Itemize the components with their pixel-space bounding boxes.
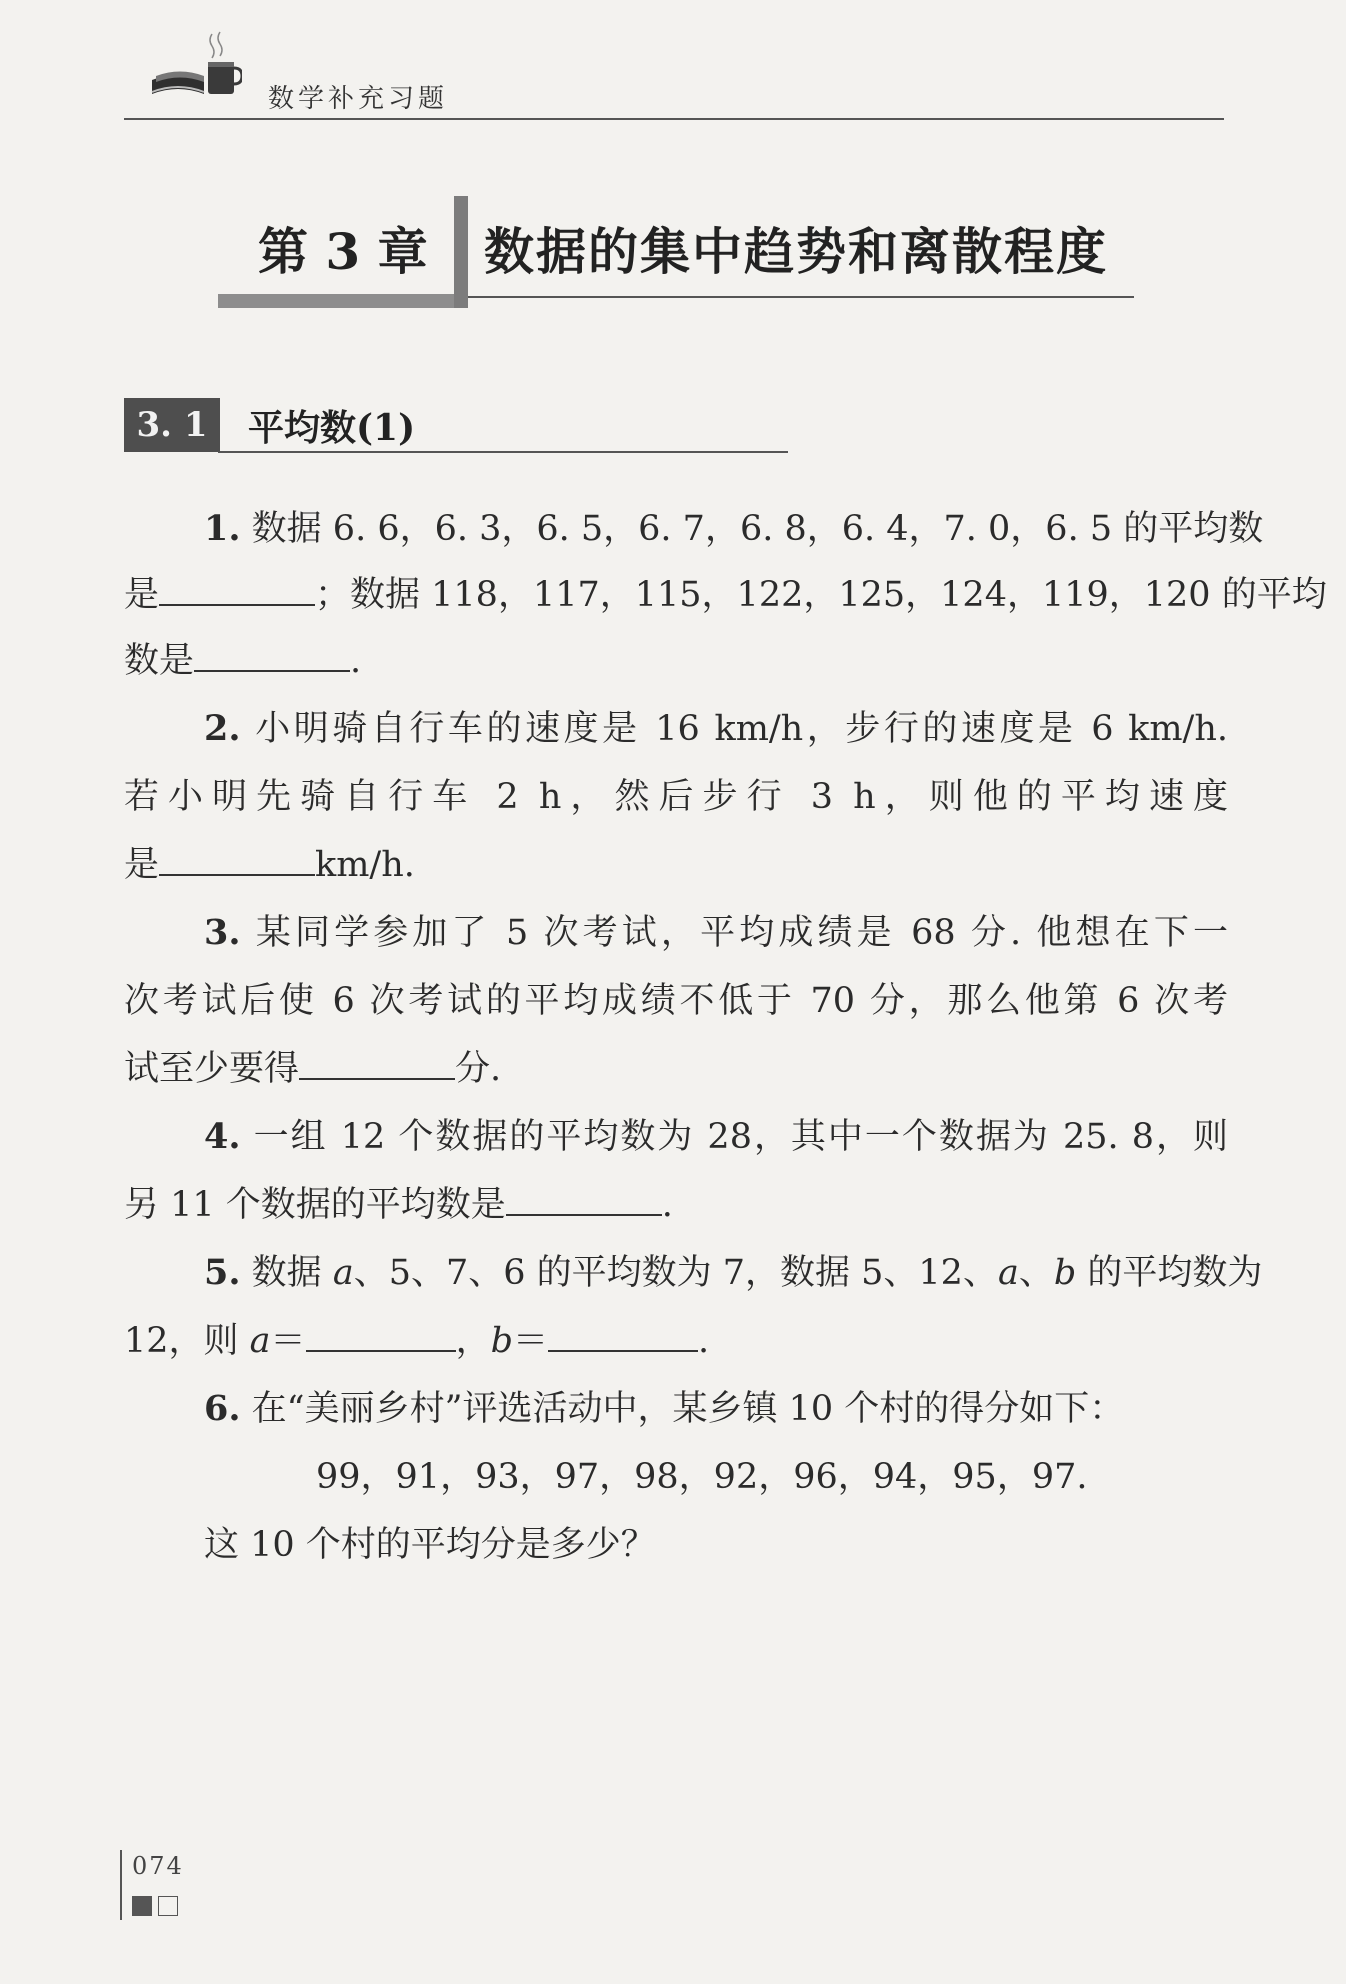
problem-1-line-3: 数是 . xyxy=(124,636,1228,686)
problem-number: 3. xyxy=(204,912,241,953)
folio-empty-square xyxy=(158,1896,178,1916)
problem-5-line-2: 12，则 a＝ ，b＝ . xyxy=(124,1316,1228,1366)
variable-b: b xyxy=(1053,1253,1077,1293)
problem-3-line-2: 次考试后使 6 次考试的平均成绩不低于 70 分，那么他第 6 次考 xyxy=(124,981,1228,1021)
folio-filled-square xyxy=(132,1896,152,1916)
variable-a: a xyxy=(997,1253,1019,1293)
chapter-title-rule xyxy=(468,296,1134,298)
page-number: 074 xyxy=(132,1852,184,1880)
chapter-label-underbar xyxy=(218,294,468,308)
problem-number: 2. xyxy=(204,708,241,749)
variable-a: a xyxy=(249,1321,271,1361)
book-and-cup-icon xyxy=(150,28,242,108)
problem-1-line-2: 是 ；数据 118，117，115，122，125，124，119，120 的平均 xyxy=(124,570,1228,620)
folio-bar xyxy=(120,1850,122,1920)
problem-2-line-2: 若小明先骑自行车 2 h，然后步行 3 h，则他的平均速度 xyxy=(124,777,1228,817)
problem-1-line-1: 1. 数据 6. 6，6. 3，6. 5，6. 7，6. 8，6. 4，7. 0，6. 5 的平均数 xyxy=(204,508,1264,549)
problem-4-line-1: 4. 一组 12 个数据的平均数为 28，其中一个数据为 25. 8，则 xyxy=(204,1116,1228,1157)
problem-number: 4. xyxy=(204,1116,241,1157)
answer-blank-b[interactable] xyxy=(548,1316,698,1352)
variable-a: a xyxy=(332,1253,354,1293)
answer-blank[interactable] xyxy=(159,840,315,876)
answer-blank[interactable] xyxy=(159,570,315,606)
problem-6-line-1: 6. 在“美丽乡村”评选活动中，某乡镇 10 个村的得分如下： xyxy=(204,1388,1125,1429)
section-number-badge: 3. 1 xyxy=(124,398,220,452)
problem-2-line-3: 是 km/h. xyxy=(124,840,1228,890)
variable-b: b xyxy=(490,1321,513,1361)
answer-blank[interactable] xyxy=(506,1180,662,1216)
section-title: 平均数(1) xyxy=(248,407,416,449)
problem-6-question: 这 10 个村的平均分是多少？ xyxy=(204,1525,656,1565)
problem-3-line-3: 试至少要得 分. xyxy=(124,1044,1228,1094)
running-header-title: 数学补充习题 xyxy=(268,84,449,114)
problem-number: 6. xyxy=(204,1388,241,1429)
problem-number: 1. xyxy=(204,508,241,549)
problem-3-line-1: 3. 某同学参加了 5 次考试，平均成绩是 68 分. 他想在下一 xyxy=(204,912,1228,953)
chapter-divider-bar xyxy=(454,196,468,308)
problem-5-line-1: 5. 数据 a、5、7、6 的平均数为 7，数据 5、12、a、b 的平均数为 xyxy=(204,1252,1263,1293)
header-rule xyxy=(124,118,1224,120)
problem-number: 5. xyxy=(204,1252,241,1293)
chapter-title: 数据的集中趋势和离散程度 xyxy=(484,222,1108,281)
section-rule xyxy=(218,451,788,453)
problem-2-line-1: 2. 小明骑自行车的速度是 16 km/h，步行的速度是 6 km/h. xyxy=(204,708,1228,749)
chapter-label: 第 3 章 xyxy=(258,222,428,281)
answer-blank-a[interactable] xyxy=(306,1316,456,1352)
answer-blank[interactable] xyxy=(194,636,350,672)
problem-4-line-2: 另 11 个数据的平均数是 . xyxy=(124,1180,1228,1230)
problem-6-scores: 99，91，93，97，98，92，96，94，95，97. xyxy=(316,1457,1088,1497)
answer-blank[interactable] xyxy=(299,1044,455,1080)
